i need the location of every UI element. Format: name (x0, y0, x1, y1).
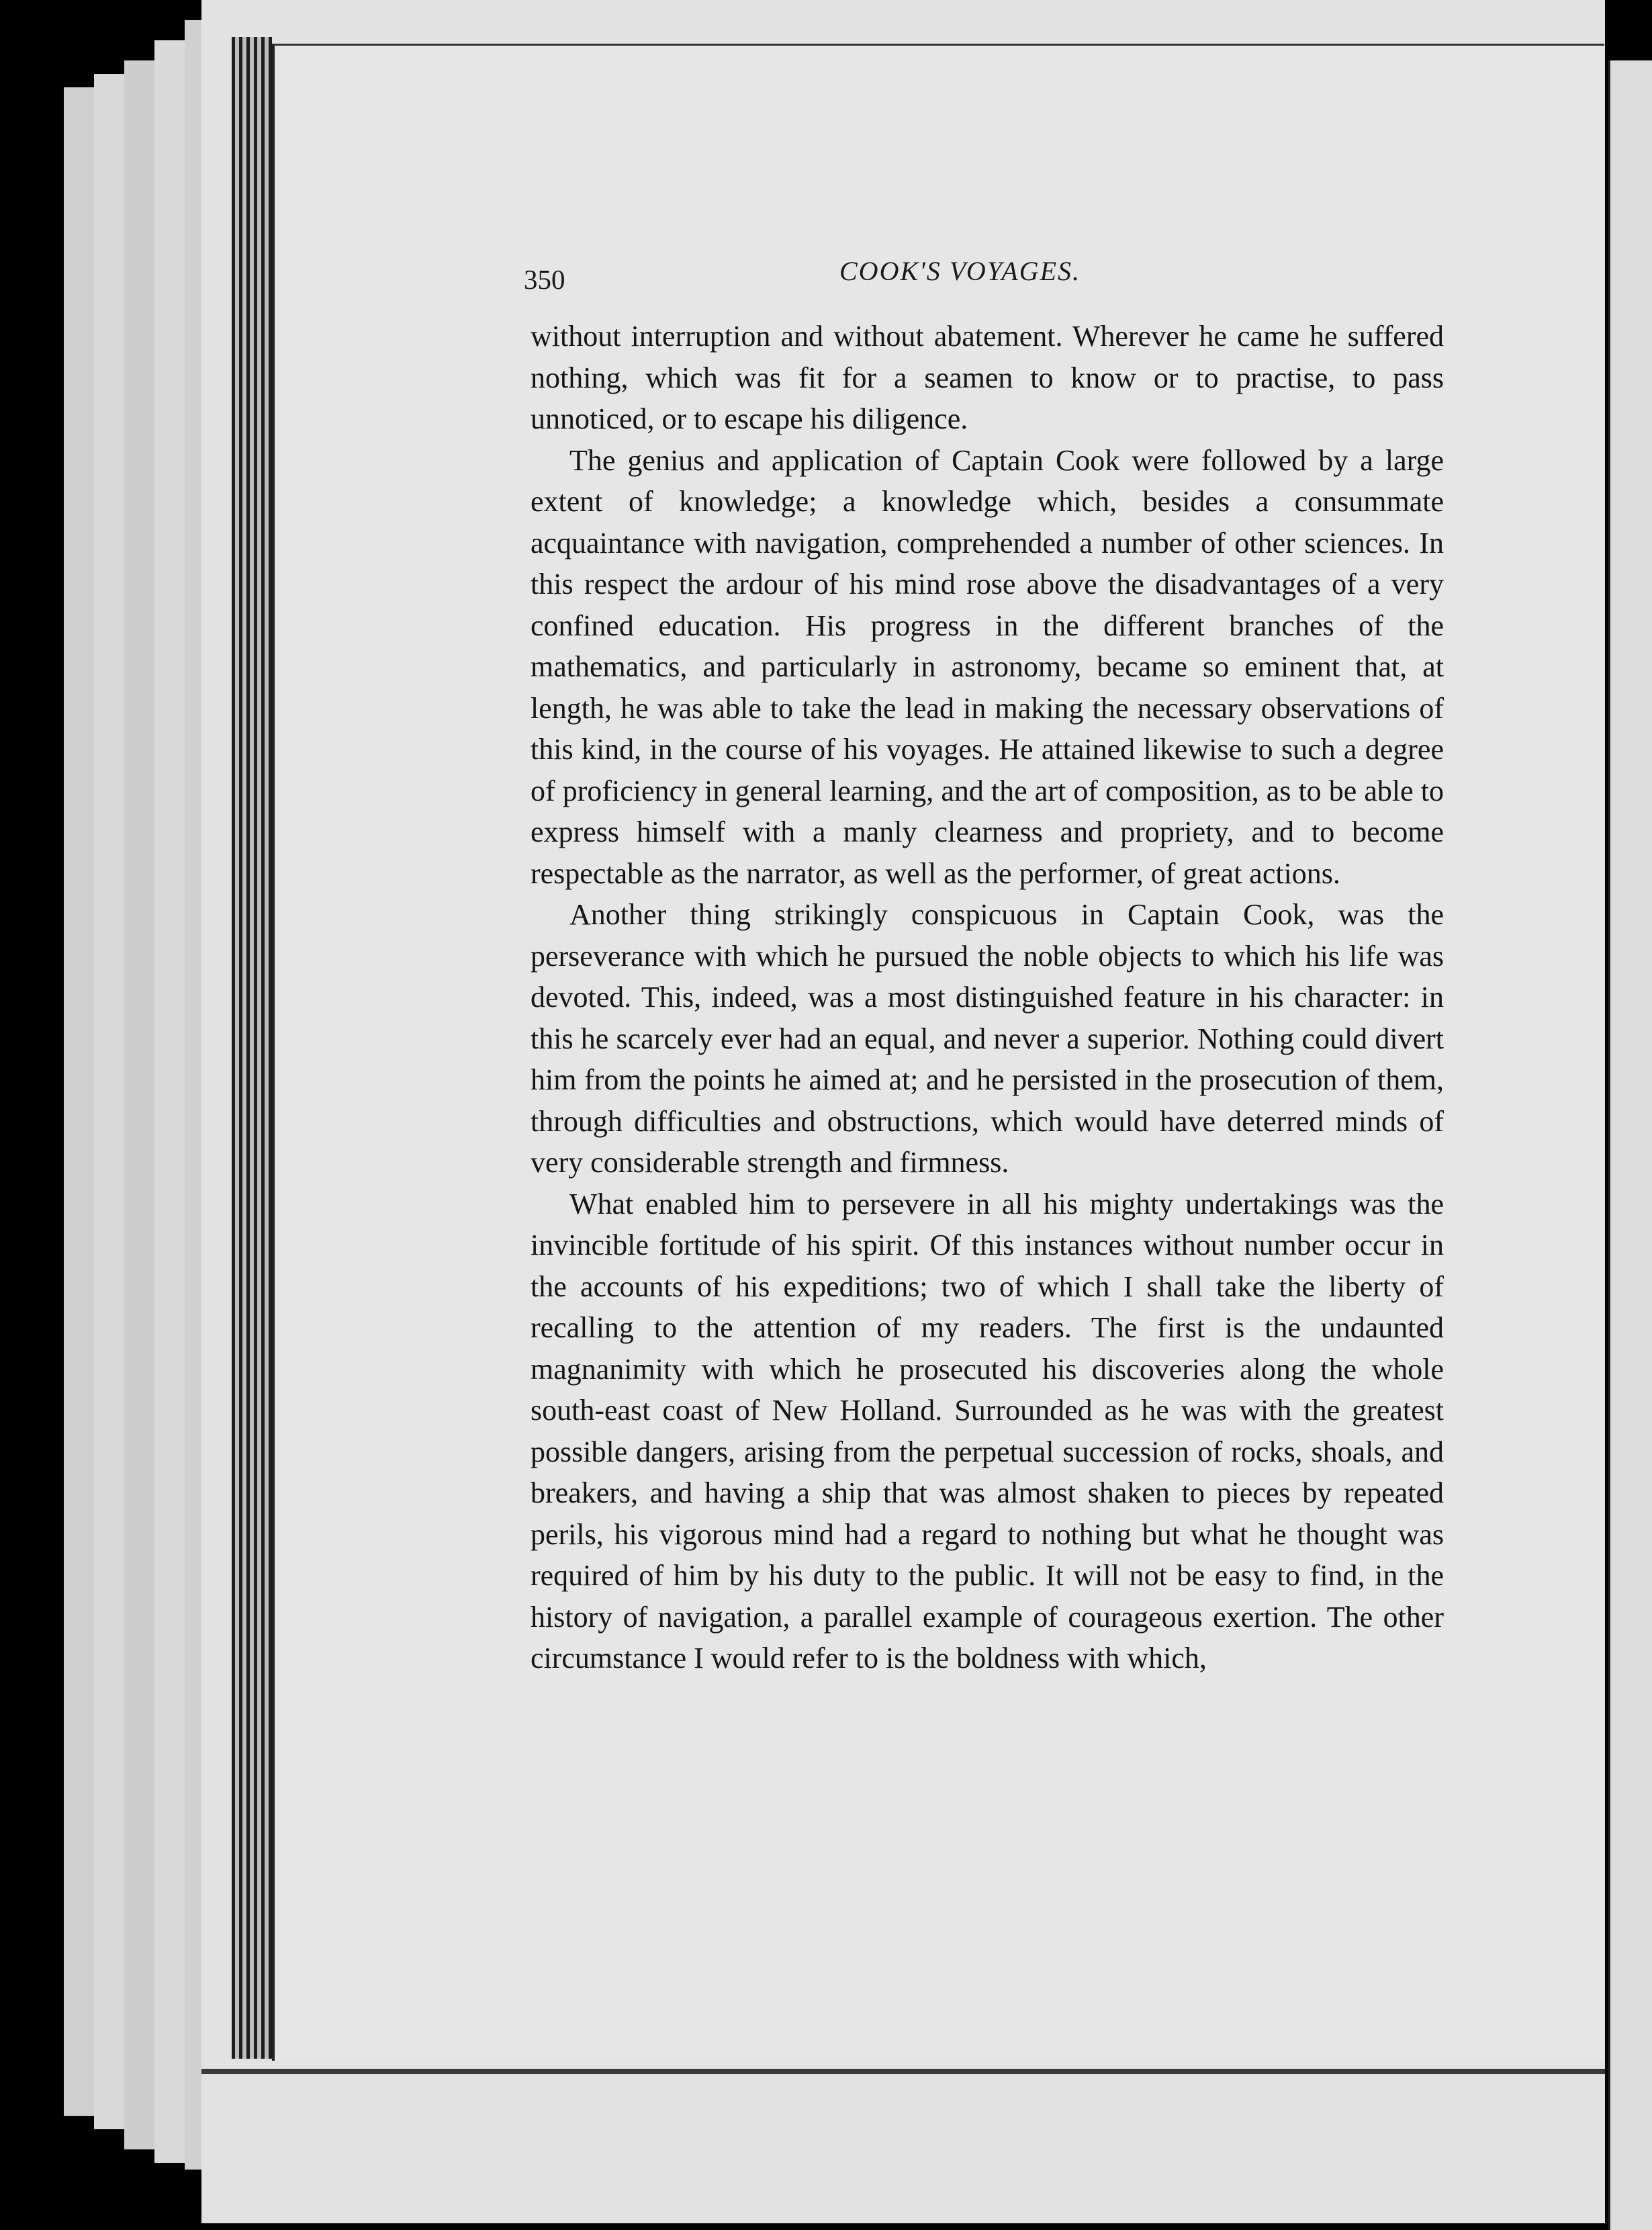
facing-page-edge (1608, 60, 1652, 2230)
page-bottom-edge (201, 2069, 1605, 2074)
running-title: COOK'S VOYAGES. (839, 256, 1081, 286)
paragraph-4: What enabled him to persevere in all his mighty undertakings was the invincible fortitude of his spirit. Of this instances without number occur in the accounts of his expeditions; two of which I shall take the liberty of recalling to the attention of my readers. The first is the undaunted magnanimity with which he prosecuted his discoveries along the whole south-east coast of New Holland. Surrounded as he was with the greatest possible dangers, arising from the perpetual succession of rocks, shoals, and breakers, and having a ship that was almost shaken to pieces by repeated perils, his vigorous mind had a regard to nothing but what he thought was required of him by his duty to the public. It will not be easy to find, in the history of navigation, a parallel example of courageous exertion. The other circumstance I would refer to is the boldness with which, (531, 1187, 1444, 1675)
running-head (524, 255, 1430, 302)
body-text (531, 316, 1444, 1679)
page-number: 350 (524, 264, 565, 295)
paragraph-2: The genius and application of Captain Cook were followed by a large extent of knowledge; a knowledge which, besides a consummate acquaintance with navigation, comprehended a number of other sciences. In this respect the ardour of his mind rose above the disadvantages of a very confined education. His progress in the different branches of the mathematics, and particularly in astronomy, became so eminent that, at length, he was able to take the lead in making the necessary observations of this kind, in the course of his voyages. He attained likewise to such a degree of proficiency in general learning, and the art of composition, as to be able to express himself with a manly clearness and propriety, and to become respectable as the narrator, as well as the performer, of great actions. (531, 443, 1444, 890)
paragraph-1: without interruption and without abatement. Wherever he came he suffered nothing, which was fit for a seamen to know or to practise, to pass unnoticed, or to escape his diligence. (531, 320, 1444, 435)
page-gutter (232, 37, 272, 2059)
paragraph-3: Another thing strikingly conspicuous in Captain Cook, was the perseverance with which he pursued the noble objects to which his life was devoted. This, indeed, was a most distinguished feature in his character: in this he scarcely ever had an equal, and never a superior. Nothing could divert him from the points he aimed at; and he persisted in the prosecution of them, through difficulties and obstructions, which would have deterred minds of very considerable strength and firmness. (531, 898, 1444, 1179)
